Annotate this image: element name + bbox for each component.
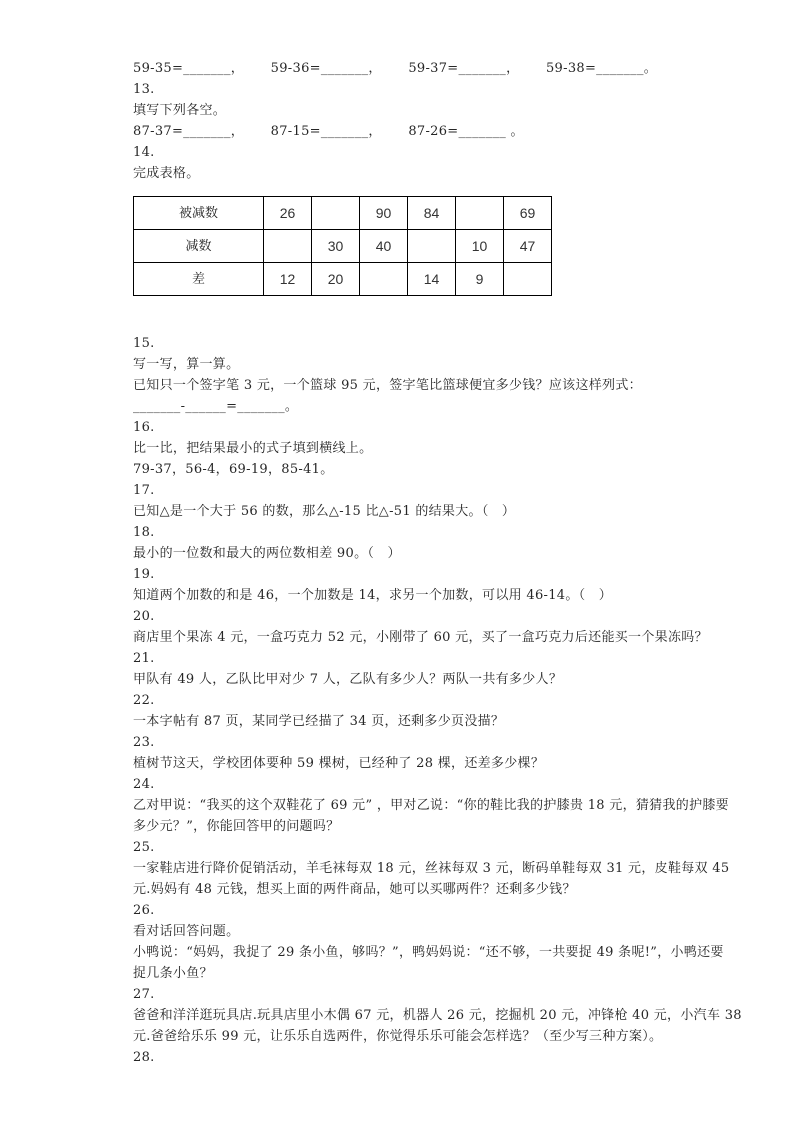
- question-number-line: 13.: [133, 82, 155, 97]
- table-cell: 90: [360, 197, 408, 230]
- question-text-line: 看对话回答问题。: [133, 924, 240, 939]
- question-text-line: 甲队有 49 人，乙队比甲对少 7 人，乙队有多少人？两队一共有多少人？: [133, 672, 563, 687]
- table-cell: [312, 197, 360, 230]
- question-text-line: 多少元？”，你能回答甲的问题吗？: [133, 819, 340, 834]
- equation-line: 59-35=_______， 59-36=_______， 59-37=_______， 59-38=_______。: [133, 61, 658, 76]
- worksheet-content: [133, 58, 742, 1068]
- question-text-line: 乙对甲说：“我买的这个双鞋花了 69 元” ，甲对乙说：“你的鞋比我的护膝贵 18 元，猜猜我的护膝要: [133, 798, 729, 813]
- question-text-line: 已知只一个签字笔 3 元，一个篮球 95 元，签字笔比篮球便宜多少钱？应该这样列式：: [133, 378, 642, 393]
- question-text-line: 一家鞋店进行降价促销活动，羊毛袜每双 18 元，丝袜每双 3 元，断码单鞋每双 31 元，皮鞋每双 45: [133, 861, 730, 876]
- question-number-line: 22.: [133, 693, 155, 708]
- row-header-cell: 差: [134, 263, 264, 296]
- question-number-line: 23.: [133, 735, 155, 750]
- question-text-line: 写一写，算一算。: [133, 357, 240, 372]
- question-text-line: 一本字帖有 87 页，某同学已经描了 34 页，还剩多少页没描？: [133, 714, 505, 729]
- question-text-line: 知道两个加数的和是 46，一个加数是 14，求另一个加数，可以用 46-14。（ ）: [133, 588, 613, 603]
- table-cell: 9: [456, 263, 504, 296]
- question-text-line: 植树节这天，学校团体要种 59 棵树，已经种了 28 棵，还差多少棵？: [133, 756, 545, 771]
- question-number-line: 16.: [133, 420, 155, 435]
- question-number-line: 25.: [133, 840, 155, 855]
- question-text-line: 商店里个果冻 4 元，一盒巧克力 52 元，小刚带了 60 元，买了一盒巧克力后还能买一个果冻吗？: [133, 630, 708, 645]
- question-text-line: 最小的一位数和最大的两位数相差 90。（ ）: [133, 546, 401, 561]
- table-cell: 40: [360, 230, 408, 263]
- table-cell: 30: [312, 230, 360, 263]
- table-cell: 47: [504, 230, 552, 263]
- table-cell: 14: [408, 263, 456, 296]
- question-text-line: 元.爸爸给乐乐 99 元，让乐乐自选两件，你觉得乐乐可能会怎样选？（至少写三种方案）。: [133, 1029, 663, 1044]
- table-cell: 20: [312, 263, 360, 296]
- table-row-difference: [134, 263, 552, 296]
- table-cell: 12: [264, 263, 312, 296]
- question-text-line: 比一比，把结果最小的式子填到横线上。: [133, 441, 373, 456]
- question-number-line: 27.: [133, 987, 155, 1002]
- question-number-line: 24.: [133, 777, 155, 792]
- table-cell: [408, 230, 456, 263]
- question-number-line: 18.: [133, 525, 155, 540]
- table-row-subtrahend: [134, 230, 552, 263]
- table-cell: [456, 197, 504, 230]
- question-text-line: 完成表格。: [133, 166, 200, 181]
- question-text-line: 捉几条小鱼？: [133, 966, 213, 981]
- equation-line: 87-37=_______， 87-15=_______， 87-26=_______ 。: [133, 124, 524, 139]
- table-cell: [264, 230, 312, 263]
- question-number-line: 26.: [133, 903, 155, 918]
- table-cell: 84: [408, 197, 456, 230]
- table-cell: [360, 263, 408, 296]
- question-number-line: 19.: [133, 567, 155, 582]
- subtraction-fill-table: [133, 196, 552, 296]
- row-header-cell: 被减数: [134, 197, 264, 230]
- table-cell: 26: [264, 197, 312, 230]
- question-text-line: 已知△是一个大于 56 的数，那么△-15 比△-51 的结果大。（ ）: [133, 504, 516, 519]
- question-text-line: 元.妈妈有 48 元钱，想买上面的两件商品，她可以买哪两件？还剩多少钱？: [133, 882, 576, 897]
- table-cell: 69: [504, 197, 552, 230]
- question-number-line: 20.: [133, 609, 155, 624]
- equation-line: 79-37，56-4，69-19，85-41。: [133, 462, 334, 477]
- question-text-line: 小鸭说：“妈妈，我捉了 29 条小鱼，够吗？”，鸭妈妈说：“还不够，一共要捉 49 条呢!”，小鸭还要: [133, 945, 724, 960]
- row-header-cell: 减数: [134, 230, 264, 263]
- question-text-line: 爸爸和洋洋逛玩具店.玩具店里小木偶 67 元，机器人 26 元，挖掘机 20 元，冲锋枪 40 元，小汽车 38: [133, 1008, 742, 1023]
- question-number-line: 28.: [133, 1050, 155, 1065]
- question-text-line: 填写下列各空。: [133, 103, 227, 118]
- table-cell: [504, 263, 552, 296]
- table-cell: 10: [456, 230, 504, 263]
- question-number-line: 14.: [133, 145, 155, 160]
- equation-line: _______-______=_______。: [133, 399, 299, 414]
- question-number-line: 21.: [133, 651, 155, 666]
- table-row-minuend: [134, 197, 552, 230]
- question-number-line: 15.: [133, 336, 155, 351]
- question-number-line: 17.: [133, 483, 155, 498]
